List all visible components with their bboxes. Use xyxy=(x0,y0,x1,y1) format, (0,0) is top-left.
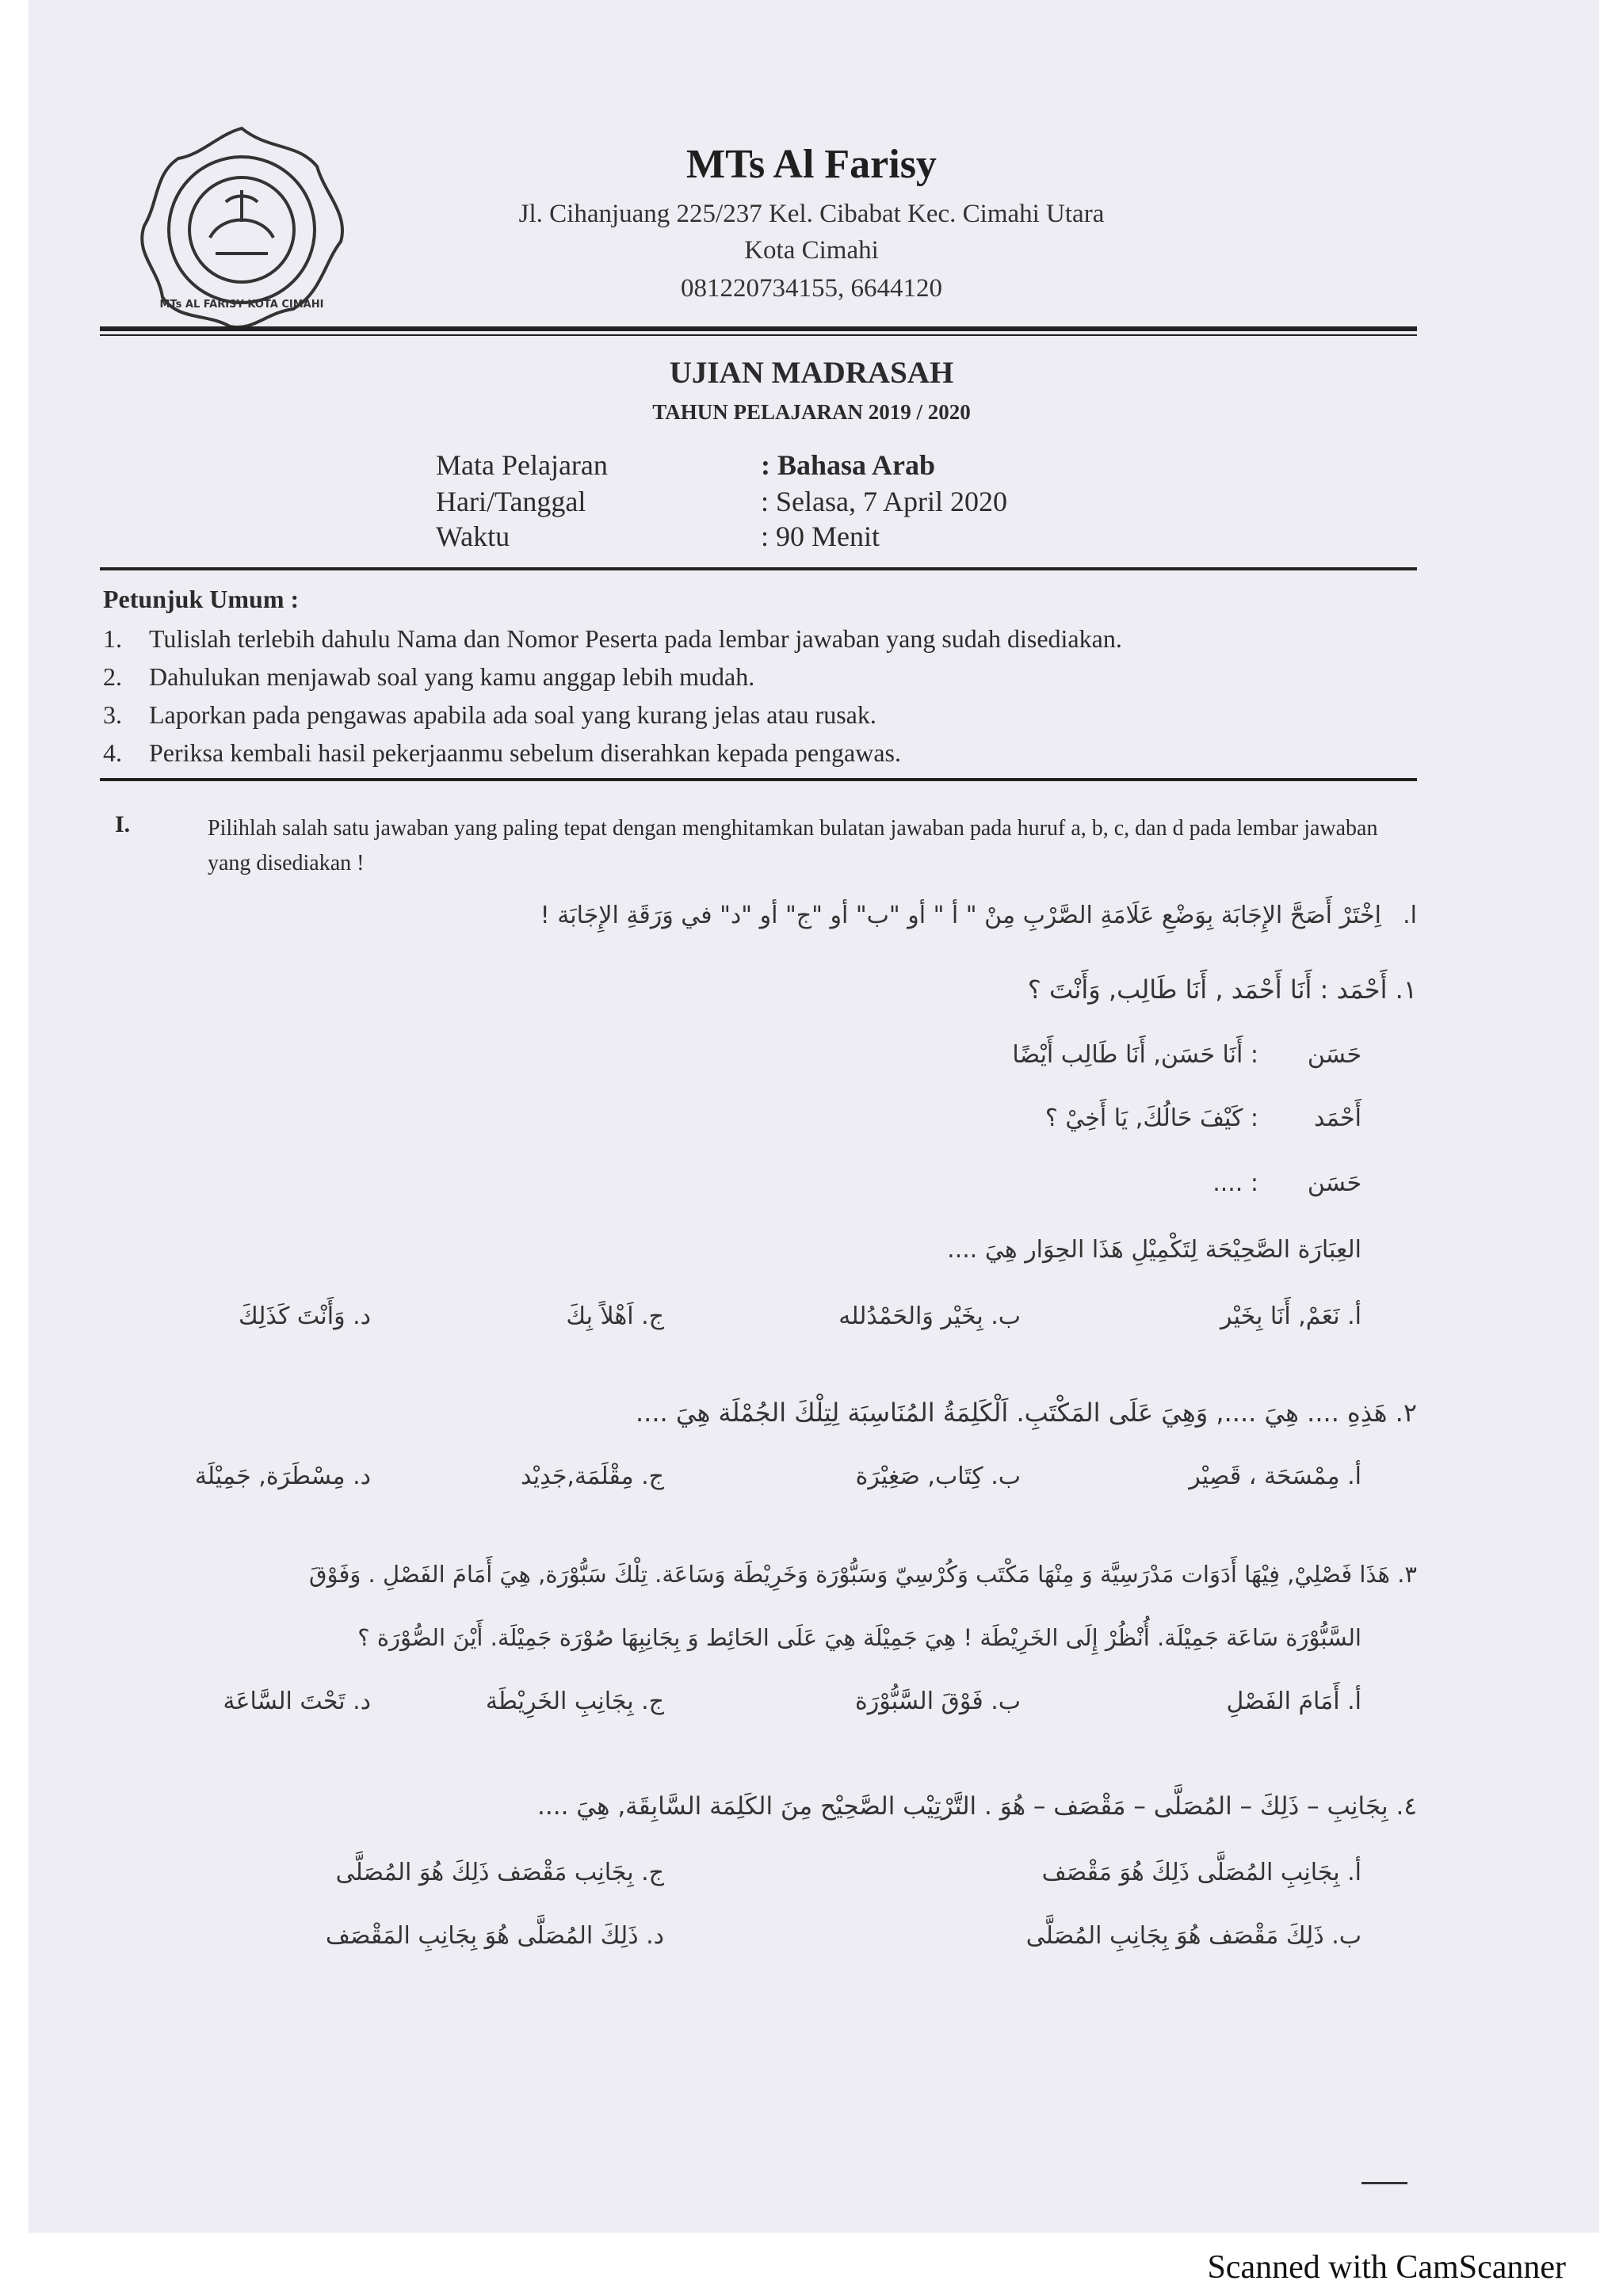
info-label-subject: Mata Pelajaran xyxy=(436,449,608,481)
q1-speaker: حَسَن xyxy=(1307,1041,1361,1069)
exam-year: TAHUN PELAJARAN 2019 / 2020 xyxy=(652,400,971,424)
q2-option-c: ج. مِقْلَمَة,جَدِيْد xyxy=(521,1463,664,1490)
scanner-watermark: Scanned with CamScanner xyxy=(1207,2249,1566,2286)
info-label-date: Hari/Tanggal xyxy=(436,486,586,517)
instruction-num: 3. xyxy=(103,700,122,729)
instruction-item xyxy=(103,700,876,730)
instructions-heading: Petunjuk Umum : xyxy=(103,585,300,613)
school-name: MTs Al Farisy xyxy=(686,142,937,187)
q1-prompt: العِبَارَة الصَّحِيْحَة لِتَكْمِيْلِ هَذَا الحِوَار هِيَ .... xyxy=(947,1236,1361,1264)
instruction-text: Tulislah terlebih dahulu Nama dan Nomor Peserta pada lembar jawaban yang sudah disediakan. xyxy=(149,624,1122,653)
info-label-time: Waktu xyxy=(436,521,510,552)
instruction-num: 4. xyxy=(103,738,122,767)
q2-option-a: أ. مِمْسَحَة ، قَصِيْر xyxy=(1189,1463,1361,1490)
q3-option-b: ب. فَوْقَ السَّبُّوْرَة xyxy=(855,1688,1021,1715)
question-3-line: ٣. هَذَا فَصْلِيْ, فِيْهَا أَدَوَات مَدْرَسِيَّة وَ مِنْهَا مَكْتَب وَكُرْسِيّ وَسَبُّوْرَة وَخَرِيْطَة وَسَاعَة. تِلْكَ سَبُّوْرَة, هِيَ أَمَامَ الفَصْلِ . وَفَوْقَ xyxy=(308,1561,1417,1588)
phone-numbers: 081220734155, 6644120 xyxy=(681,274,942,303)
instruction-item xyxy=(103,624,1122,654)
info-divider xyxy=(100,567,1417,570)
q3-option-d: د. تَحْتَ السَّاعَة xyxy=(223,1688,371,1715)
address-line-2: Kota Cimahi xyxy=(744,236,879,265)
question-2-line: ٢. هَذِهِ .... هِيَ ...., وَهِيَ عَلَى المَكْتَبِ. اَلْكَلِمَةُ المُنَاسِبَة لِتِلْكَ الجُمْلَة هِيَ .... xyxy=(635,1398,1417,1428)
q2-option-d: د. مِسْطَرَة, جَمِيْلَة xyxy=(194,1463,371,1490)
header-divider-thin xyxy=(100,334,1417,336)
info-value-time: : 90 Menit xyxy=(761,521,880,552)
q1-dialog-text: : .... xyxy=(1212,1169,1258,1197)
instructions-divider xyxy=(100,778,1417,781)
section-number: I. xyxy=(115,811,131,837)
q1-dialog-text: : أَنَا حَسَن, أَنَا طَالِب أَيْضًا xyxy=(1012,1041,1258,1069)
instruction-num: 2. xyxy=(103,662,122,691)
info-value-date: : Selasa, 7 April 2020 xyxy=(761,486,1007,517)
address-line-1: Jl. Cihanjuang 225/237 Kel. Cibabat Kec. Cimahi Utara xyxy=(518,200,1105,228)
exam-title: UJIAN MADRASAH xyxy=(669,356,954,390)
q3-option-c: ج. بِجَانِبِ الخَرِيْطَة xyxy=(485,1688,664,1715)
q4-option-b: ب. ذَلِكَ مَقْصَف هُوَ بِجَانِبِ المُصَلَّى xyxy=(1025,1922,1361,1950)
instruction-num: 1. xyxy=(103,624,122,653)
footer-mark xyxy=(1361,2182,1407,2184)
instruction-item xyxy=(103,738,901,768)
q4-option-c: ج. بِجَانِب مَقْصَف ذَلِكَ هُوَ المُصَلَّى xyxy=(335,1859,664,1886)
instruction-text: Laporkan pada pengawas apabila ada soal yang kurang jelas atau rusak. xyxy=(149,700,876,729)
arabic-section-number: ا. xyxy=(1403,902,1417,929)
q1-option-a: أ. نَعَمْ, أَنَا بِخَيْر xyxy=(1220,1302,1361,1330)
instruction-text: Dahulukan menjawab soal yang kamu anggap lebih mudah. xyxy=(149,662,755,691)
q3-option-a: أ. أَمَامَ الفَصْلِ xyxy=(1226,1688,1361,1715)
instruction-text: Periksa kembali hasil pekerjaanmu sebelum diserahkan kepada pengawas. xyxy=(149,738,901,767)
q1-speaker: حَسَن xyxy=(1307,1169,1361,1197)
q2-option-b: ب. كِتَاب, صَغِيْرَة xyxy=(855,1463,1021,1490)
question-4-line: ٤. بِجَانِبِ – ذَلِكَ – المُصَلَّى – مَقْصَف – هُوَ . التَّرْتِيْب الصَّحِيْح مِنَ الكَلِمَة السَّابِقَة, هِيَ .... xyxy=(537,1792,1417,1821)
question-3-line: السَّبُّوْرَة سَاعَة جَمِيْلَة. أُنْظُرْ إِلَى الخَرِيْطَة ! هِيَ جَمِيْلَة هِيَ عَلَى الحَائِط وَ بِجَانِبِهَا صُوْرَة جَمِيْلَة. أَيْنَ الصُّوْرَة ؟ xyxy=(357,1624,1361,1651)
header-divider xyxy=(100,326,1417,331)
instruction-item xyxy=(103,662,754,692)
section-instruction: Pilihlah salah satu jawaban yang paling tepat dengan menghitamkan bulatan jawaban pada huruf a, b, c, dan d pada lembar jawaban yang disediakan ! xyxy=(208,816,1378,875)
q1-speaker: أَحْمَد xyxy=(1314,1104,1361,1132)
q1-option-c: ج. اَهْلاً بِكَ xyxy=(566,1302,664,1330)
q1-option-b: ب. بِخَيْر وَالحَمْدُلله xyxy=(838,1302,1021,1330)
q1-option-d: د. وَأَنْتَ كَذَلِكَ xyxy=(238,1302,371,1330)
q4-option-d: د. ذَلِكَ المُصَلَّى هُوَ بِجَانِبِ المَقْصَف xyxy=(325,1922,664,1950)
arabic-instruction: اِخْتَرْ أَصَحَّ الإِجَابَة بِوَضْعِ عَلَامَةِ الصَّرْبِ مِنْ " أ " أو "ب" أو "ج" أو "د" في وَرَقَةِ الإِجَابَة ! xyxy=(540,902,1381,929)
question-1-line: ١. أَحْمَد : أَنَا أَحْمَد , أَنَا طَالِب, وَأَنْتَ ؟ xyxy=(1027,974,1417,1005)
logo-text: MTs AL FARISY KOTA CIMAHI xyxy=(159,299,324,311)
q1-dialog-text: : كَيْفَ حَالُكَ, يَا أَخِيْ ؟ xyxy=(1044,1104,1258,1132)
q4-option-a: أ. بِجَانِبِ المُصَلَّى ذَلِكَ هُوَ مَقْصَف xyxy=(1041,1859,1361,1886)
info-value-subject: : Bahasa Arab xyxy=(761,449,936,481)
